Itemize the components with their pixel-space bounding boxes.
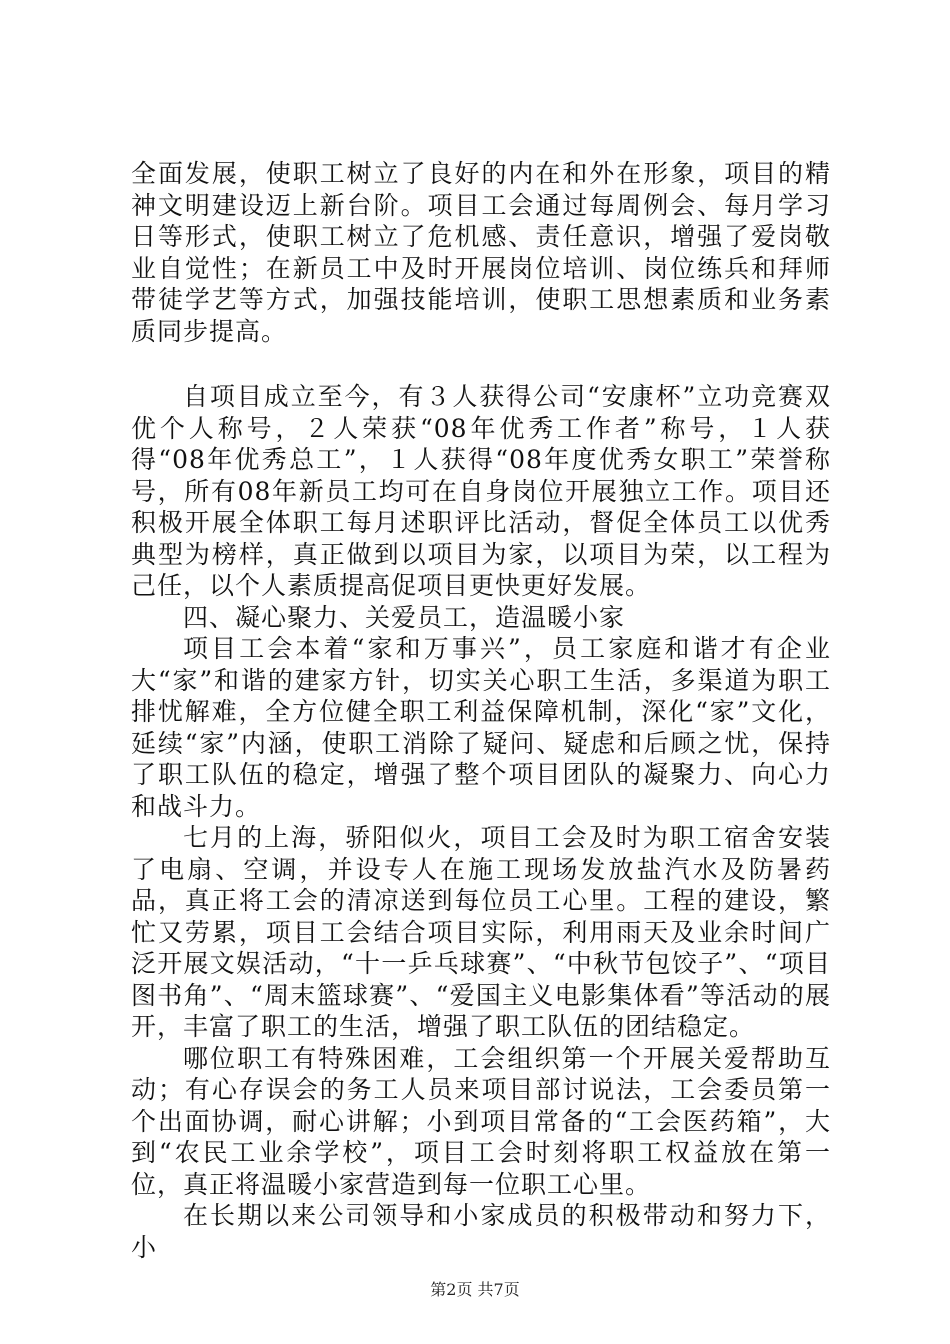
page-number-footer: 第2页 共7页 (430, 1280, 520, 1299)
paragraph-continued: 全面发展，使职工树立了良好的内在和外在形象，项目的精神文明建设迈上新台阶。项目工会通过每周例会、每月学习日等形式，使职工树立了危机感、责任意识，增强了爱岗敬业自觉性；在新员工中及时开展岗位培训、岗位练兵和拜师带徒学艺等方式，加强技能培训，使职工思想素质和业务素质同步提高。 (131, 159, 831, 346)
document-body (131, 158, 831, 1263)
section-heading-4: 四、凝心聚力、关爱员工，造温暖小家 (183, 602, 626, 632)
paragraph-awards: 自项目成立至今，有３人获得公司“安康杯”立功竞赛双优个人称号，２人荣获“08年优秀工作者”称号，１人获得“08年优秀总工”，１人获得“08年度优秀女职工”荣誉称号，所有08年新员工均可在自身岗位开展独立工作。项目还积极开展全体职工每月述职评比活动，督促全体员工以优秀典型为榜样，真正做到以项目为家，以项目为荣，以工程为己任，以个人素质提高促项目更快更好发展。 (131, 382, 831, 600)
paragraph-special-help: 哪位职工有特殊困难，工会组织第一个开展关爱帮助互动；有心存误会的务工人员来项目部讨说法，工会委员第一个出面协调，耐心讲解；小到项目常备的“工会医药箱”，大到“农民工业余学校”，项目工会时刻将职工权益放在第一位，真正将温暖小家营造到每一位职工心里。 (131, 1043, 831, 1199)
paragraph-summer-care: 七月的上海，骄阳似火，项目工会及时为职工宿舍安装了电扇、空调，并设专人在施工现场发放盐汽水及防暑药品，真正将工会的清凉送到每位员工心里。工程的建设，繁忙又劳累，项目工会结合项目实际，利用雨天及业余时间广泛开展文娱活动，“十一乒乓球赛”、“中秋节包饺子”、“项目图书角”、“周末篮球赛”、“爱国主义电影集体看”等活动的展开，丰富了职工的生活，增强了职工队伍的团结稳定。 (131, 823, 831, 1041)
paragraph-home-culture: 项目工会本着“家和万事兴”，员工家庭和谐才有企业大“家”和谐的建家方针，切实关心职工生活，多渠道为职工排忧解难，全方位健全职工利益保障机制，深化“家”文化，延续“家”内涵，使职工消除了疑问、疑虑和后顾之忧，保持了职工队伍的稳定，增强了整个项目团队的凝聚力、向心力和战斗力。 (131, 634, 831, 821)
paragraph-leadership: 在长期以来公司领导和小家成员的积极带动和努力下，小 (131, 1201, 831, 1262)
